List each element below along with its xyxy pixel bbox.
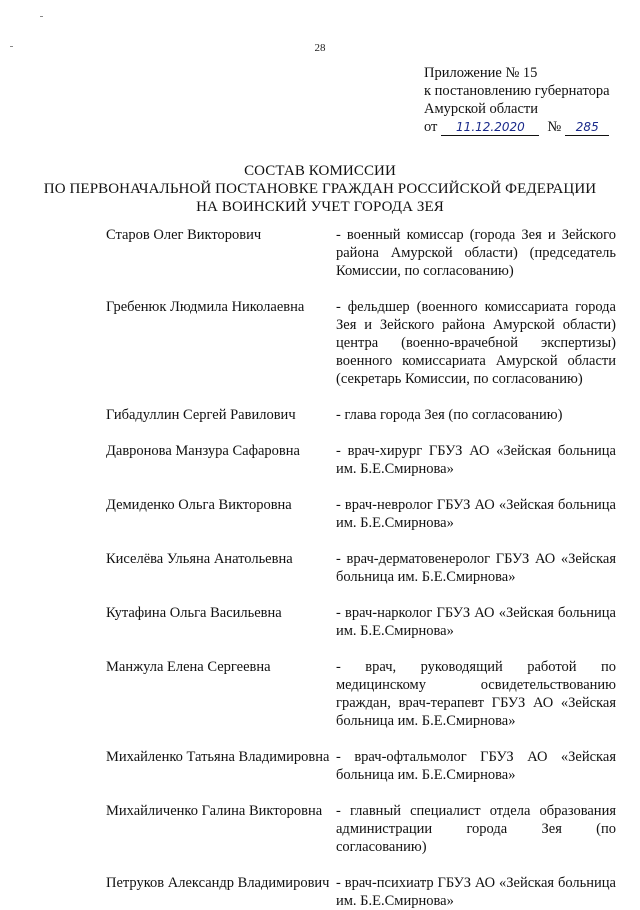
member-role: - врач-хирург ГБУЗ АО «Зейская больница им. Б.Е.Смирнова»	[336, 443, 616, 477]
member-name: Гибадуллин Сергей Равилович	[106, 407, 296, 423]
member-name: Манжула Елена Сергеевна	[106, 659, 271, 675]
handwritten-date: 11.12.2020	[441, 120, 539, 136]
appendix-line: Приложение № 15	[424, 65, 538, 81]
appendix-line: к постановлению губернатора	[424, 83, 610, 99]
member-role: - врач-невролог ГБУЗ АО «Зейская больница им. Б.Е.Смирнова»	[336, 497, 616, 531]
member-name: Демиденко Ольга Викторовна	[106, 497, 292, 513]
document-title	[0, 162, 640, 216]
member-row	[106, 802, 616, 856]
title-line: ПО ПЕРВОНАЧАЛЬНОЙ ПОСТАНОВКЕ ГРАЖДАН РОССИЙСКОЙ ФЕДЕРАЦИИ	[43, 181, 597, 197]
scan-mark	[40, 16, 43, 17]
member-role: - врач-дерматовенеролог ГБУЗ АО «Зейская больница им. Б.Е.Смирнова»	[336, 551, 616, 585]
member-role: - главный специалист отдела образования администрации города Зея (по согласованию)	[336, 803, 616, 855]
member-row	[106, 748, 616, 784]
member-name: Гребенюк Людмила Николаевна	[106, 299, 305, 315]
handwritten-number: 285	[565, 120, 609, 136]
member-row	[106, 406, 616, 424]
from-label: от	[424, 119, 438, 135]
number-sign: №	[547, 119, 562, 135]
member-role: - фельдшер (военного комиссариата города Зея и Зейского района Амурской области) центра (военно-врачебной экспертизы) военного комиссариата Амурской области (секретарь Комиссии, по согласованию)	[336, 299, 616, 387]
member-role: - врач, руководящий работой по медицинскому освидетельствованию граждан, врач-терапевт ГБУЗ АО «Зейская больница им. Б.Е.Смирнова»	[336, 659, 616, 729]
title-line: НА ВОИНСКИЙ УЧЕТ ГОРОДА ЗЕЯ	[196, 199, 444, 215]
member-name: Старов Олег Викторович	[106, 227, 262, 243]
member-row	[106, 550, 616, 586]
member-name: Кутафина Ольга Васильевна	[106, 605, 282, 621]
member-row	[106, 496, 616, 532]
member-name: Киселёва Ульяна Анатольевна	[106, 551, 293, 567]
title-line: СОСТАВ КОМИССИИ	[244, 163, 396, 179]
member-name: Михайленко Татьяна Владимировна	[106, 749, 330, 765]
members-list	[106, 226, 616, 910]
member-name: Михайличенко Галина Викторовна	[106, 803, 323, 819]
member-row	[106, 298, 616, 388]
appendix-header	[424, 64, 634, 136]
appendix-line: Амурской области	[424, 101, 538, 117]
appendix-date-line	[424, 118, 634, 136]
page-number: 28	[314, 42, 326, 54]
member-row	[106, 604, 616, 640]
member-role: - глава города Зея (по согласованию)	[336, 407, 563, 423]
member-row	[106, 658, 616, 730]
member-row	[106, 226, 616, 280]
member-role: - врач-офтальмолог ГБУЗ АО «Зейская больница им. Б.Е.Смирнова»	[336, 749, 616, 783]
member-name: Петруков Александр Владимирович	[106, 875, 330, 891]
member-name: Давронова Манзура Сафаровна	[106, 443, 300, 459]
member-role: - врач-нарколог ГБУЗ АО «Зейская больница им. Б.Е.Смирнова»	[336, 605, 616, 639]
member-role: - врач-психиатр ГБУЗ АО «Зейская больница им. Б.Е.Смирнова»	[336, 875, 616, 909]
member-role: - военный комиссар (города Зея и Зейского района Амурской области) (председатель Комиссии, по согласованию)	[336, 227, 616, 279]
member-row	[106, 442, 616, 478]
